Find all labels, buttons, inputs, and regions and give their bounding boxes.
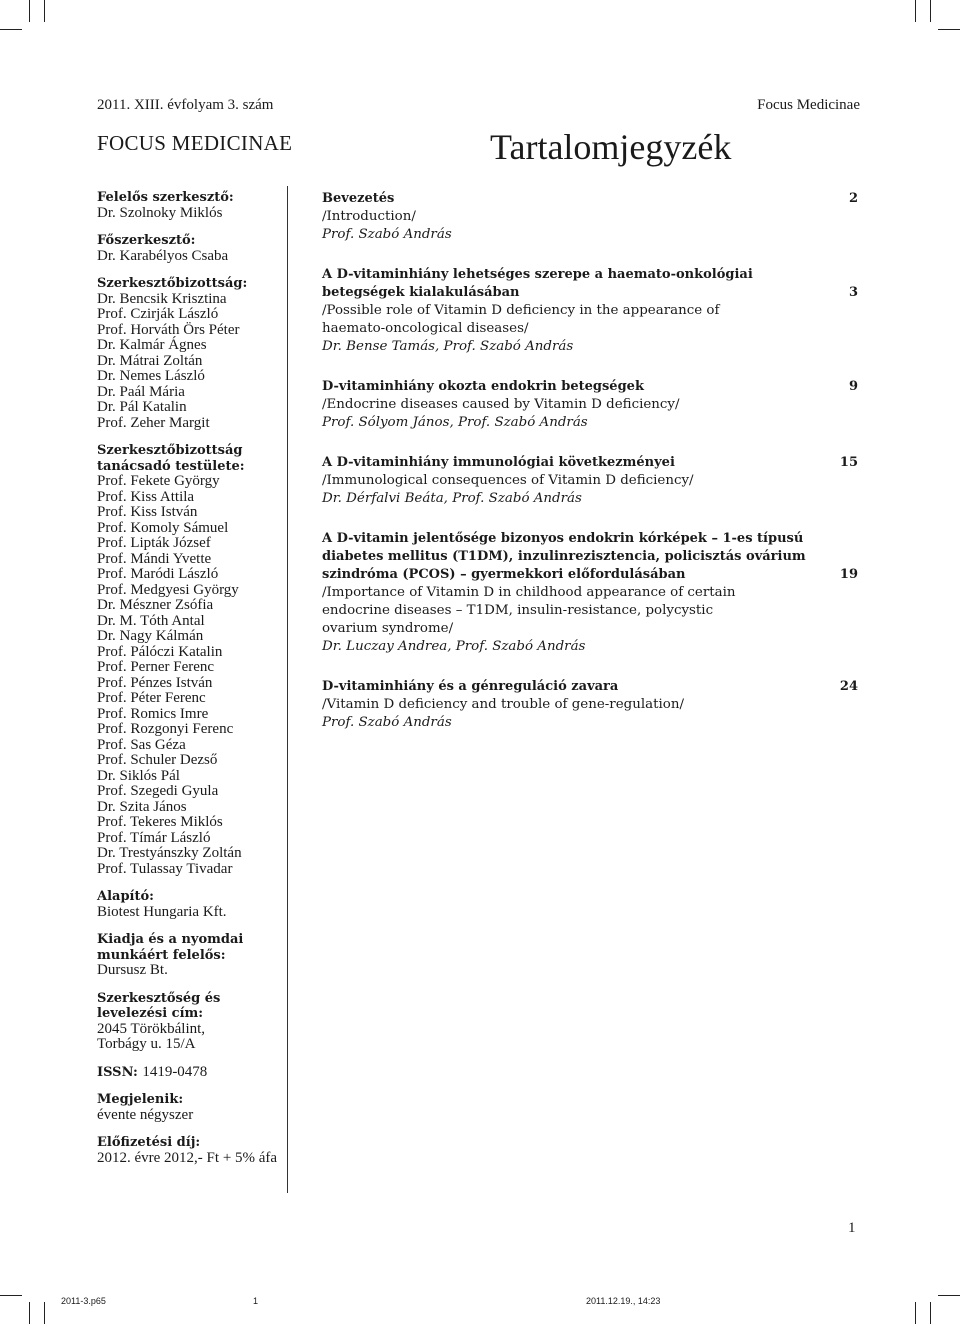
toc-entry-english: /Introduction/	[322, 209, 416, 224]
toc-entry[interactable]	[322, 678, 858, 732]
footer-page: 1	[253, 1296, 259, 1306]
toc-entry-english: /Immunological consequences of Vitamin D deficiency/	[322, 473, 694, 488]
masthead-value: Prof. Romics Imre	[97, 705, 209, 722]
masthead-value: Dr. Kalmár Ágnes	[97, 337, 207, 353]
masthead-value: Dr. Pál Katalin	[97, 399, 187, 415]
masthead-value: 1419-0478	[142, 1063, 208, 1080]
toc-entry[interactable]	[322, 454, 858, 508]
masthead-block	[97, 889, 287, 920]
masthead-value: Prof. Perner Ferenc	[97, 659, 215, 675]
crop-mark	[915, 0, 916, 22]
toc-entry-english: /Importance of Vitamin D in childhood appearance of certain endocrine diseases – T1DM, insulin-resistance, polycystic ovarium syndrome/	[322, 585, 736, 636]
masthead-block	[97, 1135, 287, 1166]
masthead-block	[97, 443, 287, 877]
page-title: Tartalomjegyzék	[490, 127, 732, 167]
masthead-value: Prof. Tulassay Tivadar	[97, 860, 233, 877]
masthead-value: Prof. Szegedi Gyula	[97, 783, 219, 799]
masthead-value: Prof. Komoly Sámuel	[97, 519, 229, 536]
toc-entry-title: D-vitaminhiány okozta endokrin betegségek	[322, 379, 644, 394]
issue-info: 2011. XIII. évfolyam 3. szám	[97, 97, 274, 113]
toc-entry-english: /Vitamin D deficiency and trouble of gene-regulation/	[322, 697, 684, 712]
masthead-value: Dr. Szita János	[97, 798, 187, 815]
masthead-value: Dr. Siklós Pál	[97, 767, 180, 784]
masthead-block	[97, 1092, 287, 1123]
toc-entry[interactable]	[322, 266, 858, 356]
masthead-value: Dr. Nagy Kálmán	[97, 628, 204, 644]
toc-entry-english: /Possible role of Vitamin D deficiency in the appearance of haemato-oncological diseases/	[322, 303, 720, 336]
masthead-value: Dr. Mészner Zsófia	[97, 597, 214, 613]
toc-entry-page: 9	[848, 379, 858, 394]
masthead-block	[97, 1065, 287, 1081]
masthead-block	[97, 233, 287, 264]
column-divider	[287, 186, 288, 1193]
masthead-label: Kiadja és a nyomdai munkáért felelős:	[97, 932, 244, 963]
crop-mark	[29, 0, 30, 22]
masthead-value: Prof. Mándi Yvette	[97, 550, 212, 567]
masthead-value: Prof. Tímár László	[97, 829, 211, 846]
masthead-block	[97, 991, 287, 1053]
crop-mark	[0, 29, 22, 30]
masthead-label: Felelős szerkesztő:	[97, 190, 234, 205]
masthead-value: 2012. évre 2012,- Ft + 5% áfa	[97, 1149, 278, 1166]
toc-entry-title: Bevezetés	[322, 191, 395, 206]
masthead-value: Dr. Paál Mária	[97, 383, 185, 400]
masthead-value: Torbágy u. 15/A	[97, 1036, 196, 1052]
toc-entry-title: A D-vitaminhiány lehetséges szerepe a haemato-onkológiai betegségek kialakulásában	[322, 267, 753, 300]
toc-entry-authors: Prof. Szabó András	[322, 227, 452, 242]
masthead-value: Prof. Kiss Attila	[97, 488, 195, 505]
footer-filename: 2011-3.p65	[61, 1296, 106, 1306]
masthead-sidebar	[97, 190, 287, 1178]
masthead-value: Prof. Horváth Örs Péter	[97, 321, 240, 338]
toc-entry-title: A D-vitaminhiány immunológiai következményei	[322, 455, 675, 470]
masthead-value: Prof. Pénzes István	[97, 674, 213, 691]
masthead-value: Prof. Czirják László	[97, 306, 219, 322]
masthead-value: Dr. M. Tóth Antal	[97, 612, 205, 629]
toc-entry-title: A D-vitamin jelentősége bizonyos endokrin kórképek – 1-es típusú diabetes mellitus (T1DM), inzulinrezisztencia, policisztás ovárium szindróma (PCOS) – gyermekkori előfordulásában	[322, 531, 806, 582]
page-number: 1	[848, 1220, 856, 1236]
masthead-value: Dr. Trestyánszky Zoltán	[97, 845, 242, 861]
masthead-block	[97, 276, 287, 431]
running-title: Focus Medicinae	[757, 97, 860, 113]
crop-mark	[915, 1302, 916, 1324]
toc-entry-page: 15	[839, 455, 858, 470]
masthead-value: Prof. Maródi László	[97, 566, 219, 582]
toc-entry-page: 24	[839, 679, 858, 694]
masthead-label: Főszerkesztő:	[97, 233, 196, 248]
toc-entry[interactable]	[322, 378, 858, 432]
masthead-value: Prof. Zeher Margit	[97, 414, 210, 431]
masthead-value: Dr. Nemes László	[97, 368, 205, 384]
masthead-value: Prof. Pálóczi Katalin	[97, 643, 223, 660]
crop-mark	[44, 1302, 45, 1324]
masthead-value: Dr. Szolnoky Miklós	[97, 204, 223, 221]
toc-entry-english: /Endocrine diseases caused by Vitamin D deficiency/	[322, 397, 680, 412]
masthead-value: Prof. Fekete György	[97, 473, 220, 489]
crop-mark	[29, 1302, 30, 1324]
masthead-label: Alapító:	[97, 889, 154, 904]
masthead-value: Dr. Karabélyos Csaba	[97, 247, 229, 264]
toc-entry-page: 19	[839, 567, 858, 582]
journal-name: FOCUS MEDICINAE	[97, 131, 293, 155]
masthead-value: Dr. Bencsik Krisztina	[97, 290, 227, 307]
masthead-value: Dursusz Bt.	[97, 962, 168, 978]
masthead-label: Szerkesztőbizottság:	[97, 276, 248, 291]
masthead-value: Prof. Kiss István	[97, 504, 198, 520]
masthead-label: Megjelenik:	[97, 1092, 184, 1107]
toc-entry-authors: Prof. Sólyom János, Prof. Szabó András	[322, 415, 588, 430]
crop-mark	[938, 29, 960, 30]
masthead-value: Prof. Lipták József	[97, 535, 211, 551]
masthead-label: ISSN:	[97, 1064, 138, 1080]
toc-entry-page: 2	[848, 191, 858, 206]
masthead-value: Biotest Hungaria Kft.	[97, 903, 227, 920]
toc-entry[interactable]	[322, 190, 858, 244]
footer-timestamp: 2011.12.19., 14:23	[586, 1296, 661, 1306]
toc-entry-page: 3	[848, 285, 858, 300]
crop-mark	[0, 1295, 22, 1296]
masthead-label: Szerkesztőbizottság tanácsadó testülete:	[97, 443, 245, 474]
masthead-value: Prof. Sas Géza	[97, 736, 186, 753]
masthead-block	[97, 932, 287, 979]
masthead-value: Prof. Medgyesi György	[97, 581, 239, 598]
toc-entry-authors: Dr. Dérfalvi Beáta, Prof. Szabó András	[322, 491, 582, 506]
masthead-block	[97, 190, 287, 221]
toc-entry-title: D-vitaminhiány és a génreguláció zavara	[322, 679, 619, 694]
crop-mark	[44, 0, 45, 22]
masthead-value: Prof. Tekeres Miklós	[97, 814, 223, 830]
toc-entry-authors: Dr. Bense Tamás, Prof. Szabó András	[322, 339, 574, 354]
crop-mark	[930, 0, 931, 22]
crop-mark	[930, 1302, 931, 1324]
toc-entry-authors: Prof. Szabó András	[322, 715, 452, 730]
crop-mark	[938, 1295, 960, 1296]
masthead-value: Prof. Rozgonyi Ferenc	[97, 721, 234, 737]
masthead-label: Szerkesztőség és levelezési cím:	[97, 990, 221, 1021]
masthead-value: Prof. Schuler Dezső	[97, 752, 218, 768]
masthead-value: 2045 Törökbálint,	[97, 1020, 206, 1037]
masthead-value: évente négyszer	[97, 1106, 194, 1123]
toc-entry-authors: Dr. Luczay Andrea, Prof. Szabó András	[322, 639, 586, 654]
masthead-value: Dr. Mátrai Zoltán	[97, 352, 203, 369]
table-of-contents	[322, 190, 858, 754]
masthead-label: Előfizetési díj:	[97, 1135, 201, 1150]
toc-entry[interactable]	[322, 530, 858, 656]
masthead-value: Prof. Péter Ferenc	[97, 690, 206, 706]
